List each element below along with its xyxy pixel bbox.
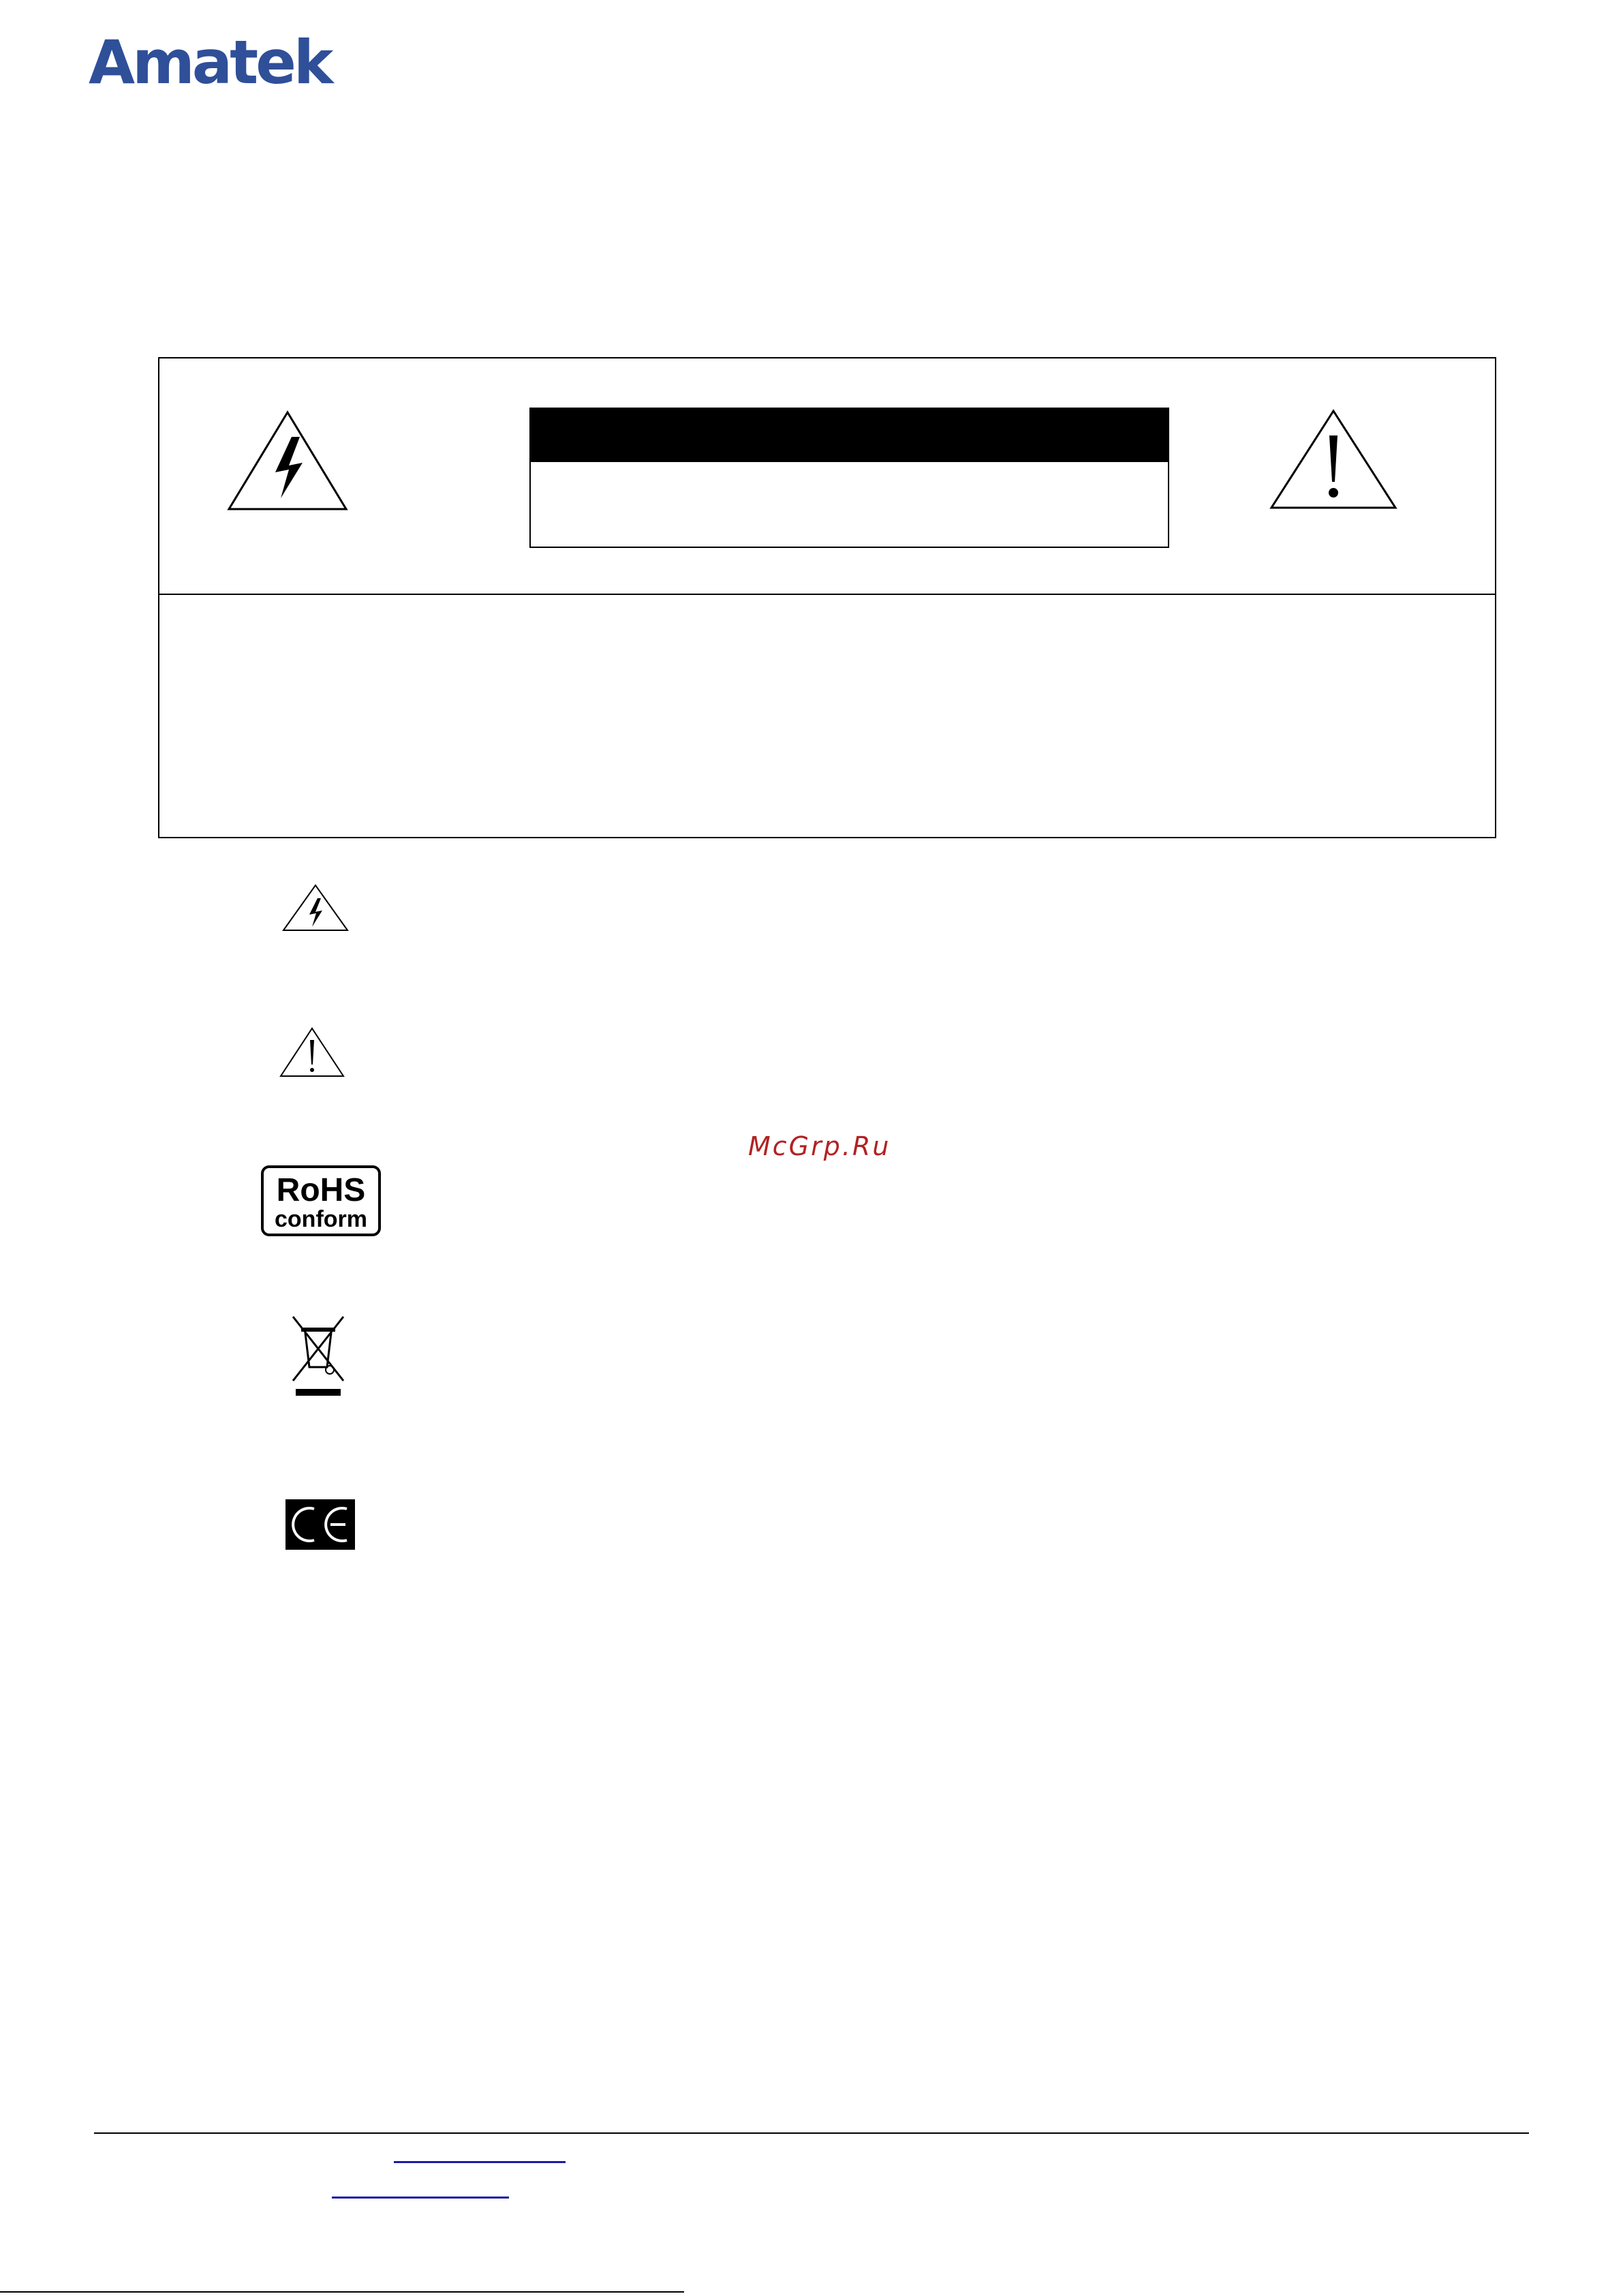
exclamation-warning-icon	[1269, 408, 1398, 510]
footer-divider	[94, 2132, 1529, 2134]
footer-link-1[interactable]	[394, 2161, 566, 2163]
footer-link-2[interactable]	[332, 2196, 509, 2199]
exclamation-warning-icon	[279, 1026, 345, 1078]
caution-label-header-bar	[531, 409, 1168, 462]
electric-shock-warning-icon	[226, 410, 349, 512]
bottom-divider	[0, 2291, 684, 2293]
conform-text: conform	[275, 1206, 367, 1232]
logo-text: Amatek	[89, 27, 331, 97]
electric-shock-warning-icon	[281, 883, 350, 932]
rohs-conform-icon	[261, 1165, 381, 1236]
ce-mark-icon	[285, 1499, 355, 1550]
rohs-text: RoHS	[276, 1172, 366, 1208]
caution-warning-box	[158, 357, 1496, 838]
warning-box-divider	[159, 594, 1495, 595]
amatek-logo	[89, 27, 331, 97]
watermark-text: McGrp.Ru	[748, 1131, 891, 1161]
caution-label	[529, 408, 1169, 548]
weee-crossed-bin-icon	[289, 1313, 347, 1397]
